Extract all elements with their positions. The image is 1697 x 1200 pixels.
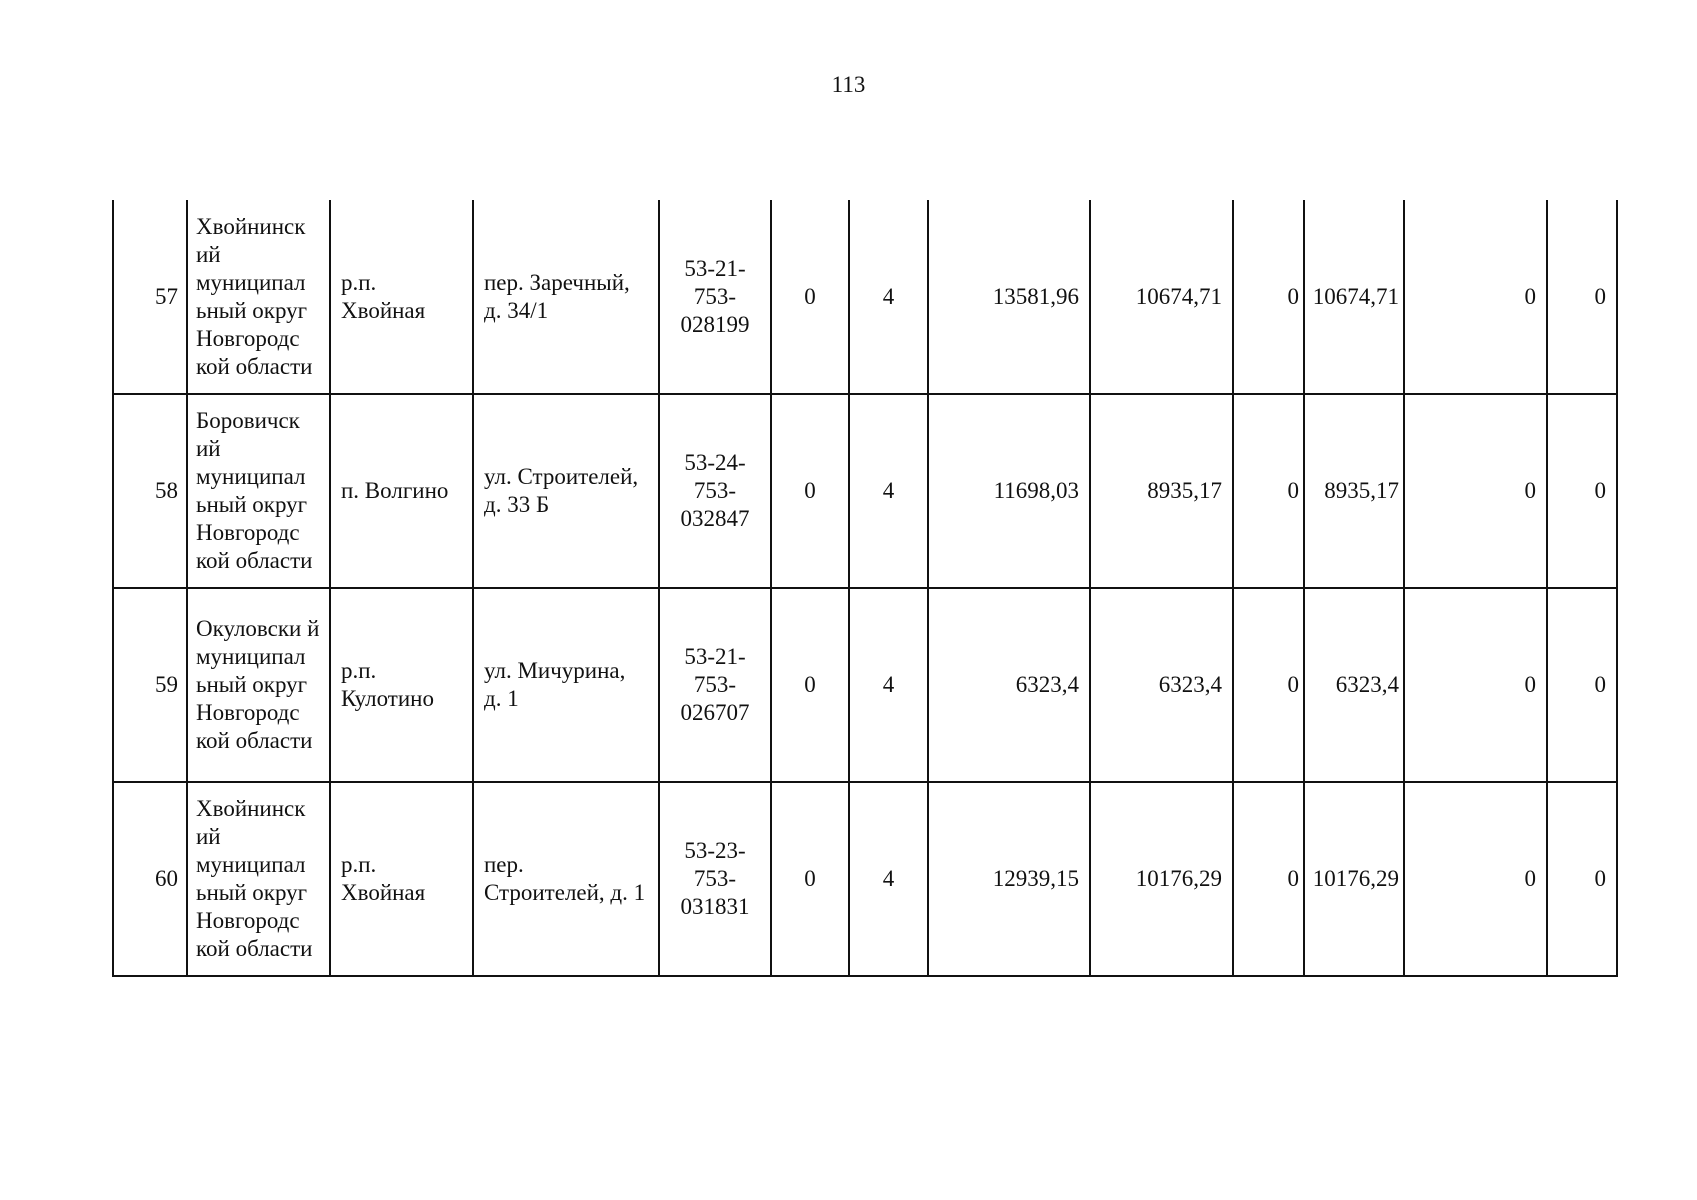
value-cell: 0	[1547, 394, 1617, 588]
value-cell: 0	[1547, 200, 1617, 394]
value-cell: 0	[1404, 588, 1547, 782]
row-number: 60	[113, 782, 187, 976]
locality-cell: р.п. Кулотино	[330, 588, 473, 782]
address-cell: пер. Строителей, д. 1	[473, 782, 659, 976]
municipality-cell: Хвойнинск ий муниципал ьный округ Новгородс кой области	[187, 782, 330, 976]
value-cell: 0	[1233, 394, 1304, 588]
row-number: 59	[113, 588, 187, 782]
total-cell: 11698,03	[928, 394, 1090, 588]
data-table	[112, 200, 1618, 977]
value-cell: 0	[1404, 394, 1547, 588]
total-cell: 13581,96	[928, 200, 1090, 394]
amount-cell: 8935,17	[1090, 394, 1233, 588]
value-cell: 0	[1547, 782, 1617, 976]
object-code-cell: 53-24- 753- 032847	[659, 394, 771, 588]
table-row	[113, 394, 1617, 588]
value-cell: 0	[771, 200, 849, 394]
amount-cell: 10176,29	[1304, 782, 1404, 976]
value-cell: 0	[1547, 588, 1617, 782]
municipality-cell: Окуловски й муниципал ьный округ Новгородс кой области	[187, 588, 330, 782]
object-code-cell: 53-21- 753- 028199	[659, 200, 771, 394]
municipality-cell: Боровичск ий муниципал ьный округ Новгородс кой области	[187, 394, 330, 588]
value-cell: 4	[849, 588, 928, 782]
value-cell: 4	[849, 782, 928, 976]
object-code-cell: 53-23- 753- 031831	[659, 782, 771, 976]
amount-cell: 10674,71	[1304, 200, 1404, 394]
value-cell: 0	[1233, 588, 1304, 782]
value-cell: 0	[1404, 782, 1547, 976]
locality-cell: р.п. Хвойная	[330, 200, 473, 394]
total-cell: 12939,15	[928, 782, 1090, 976]
object-code-cell: 53-21- 753- 026707	[659, 588, 771, 782]
value-cell: 4	[849, 200, 928, 394]
address-cell: пер. Заречный, д. 34/1	[473, 200, 659, 394]
value-cell: 0	[1233, 782, 1304, 976]
value-cell: 0	[771, 588, 849, 782]
amount-cell: 6323,4	[1090, 588, 1233, 782]
amount-cell: 6323,4	[1304, 588, 1404, 782]
table-row	[113, 782, 1617, 976]
amount-cell: 10674,71	[1090, 200, 1233, 394]
table-row	[113, 588, 1617, 782]
row-number: 57	[113, 200, 187, 394]
value-cell: 0	[1233, 200, 1304, 394]
value-cell: 4	[849, 394, 928, 588]
address-cell: ул. Строителей, д. 33 Б	[473, 394, 659, 588]
row-number: 58	[113, 394, 187, 588]
value-cell: 0	[771, 782, 849, 976]
page-number: 113	[831, 72, 866, 97]
locality-cell: р.п. Хвойная	[330, 782, 473, 976]
address-cell: ул. Мичурина, д. 1	[473, 588, 659, 782]
amount-cell: 10176,29	[1090, 782, 1233, 976]
value-cell: 0	[1404, 200, 1547, 394]
total-cell: 6323,4	[928, 588, 1090, 782]
value-cell: 0	[771, 394, 849, 588]
amount-cell: 8935,17	[1304, 394, 1404, 588]
locality-cell: п. Волгино	[330, 394, 473, 588]
table-row	[113, 200, 1617, 394]
municipality-cell: Хвойнинск ий муниципал ьный округ Новгородс кой области	[187, 200, 330, 394]
